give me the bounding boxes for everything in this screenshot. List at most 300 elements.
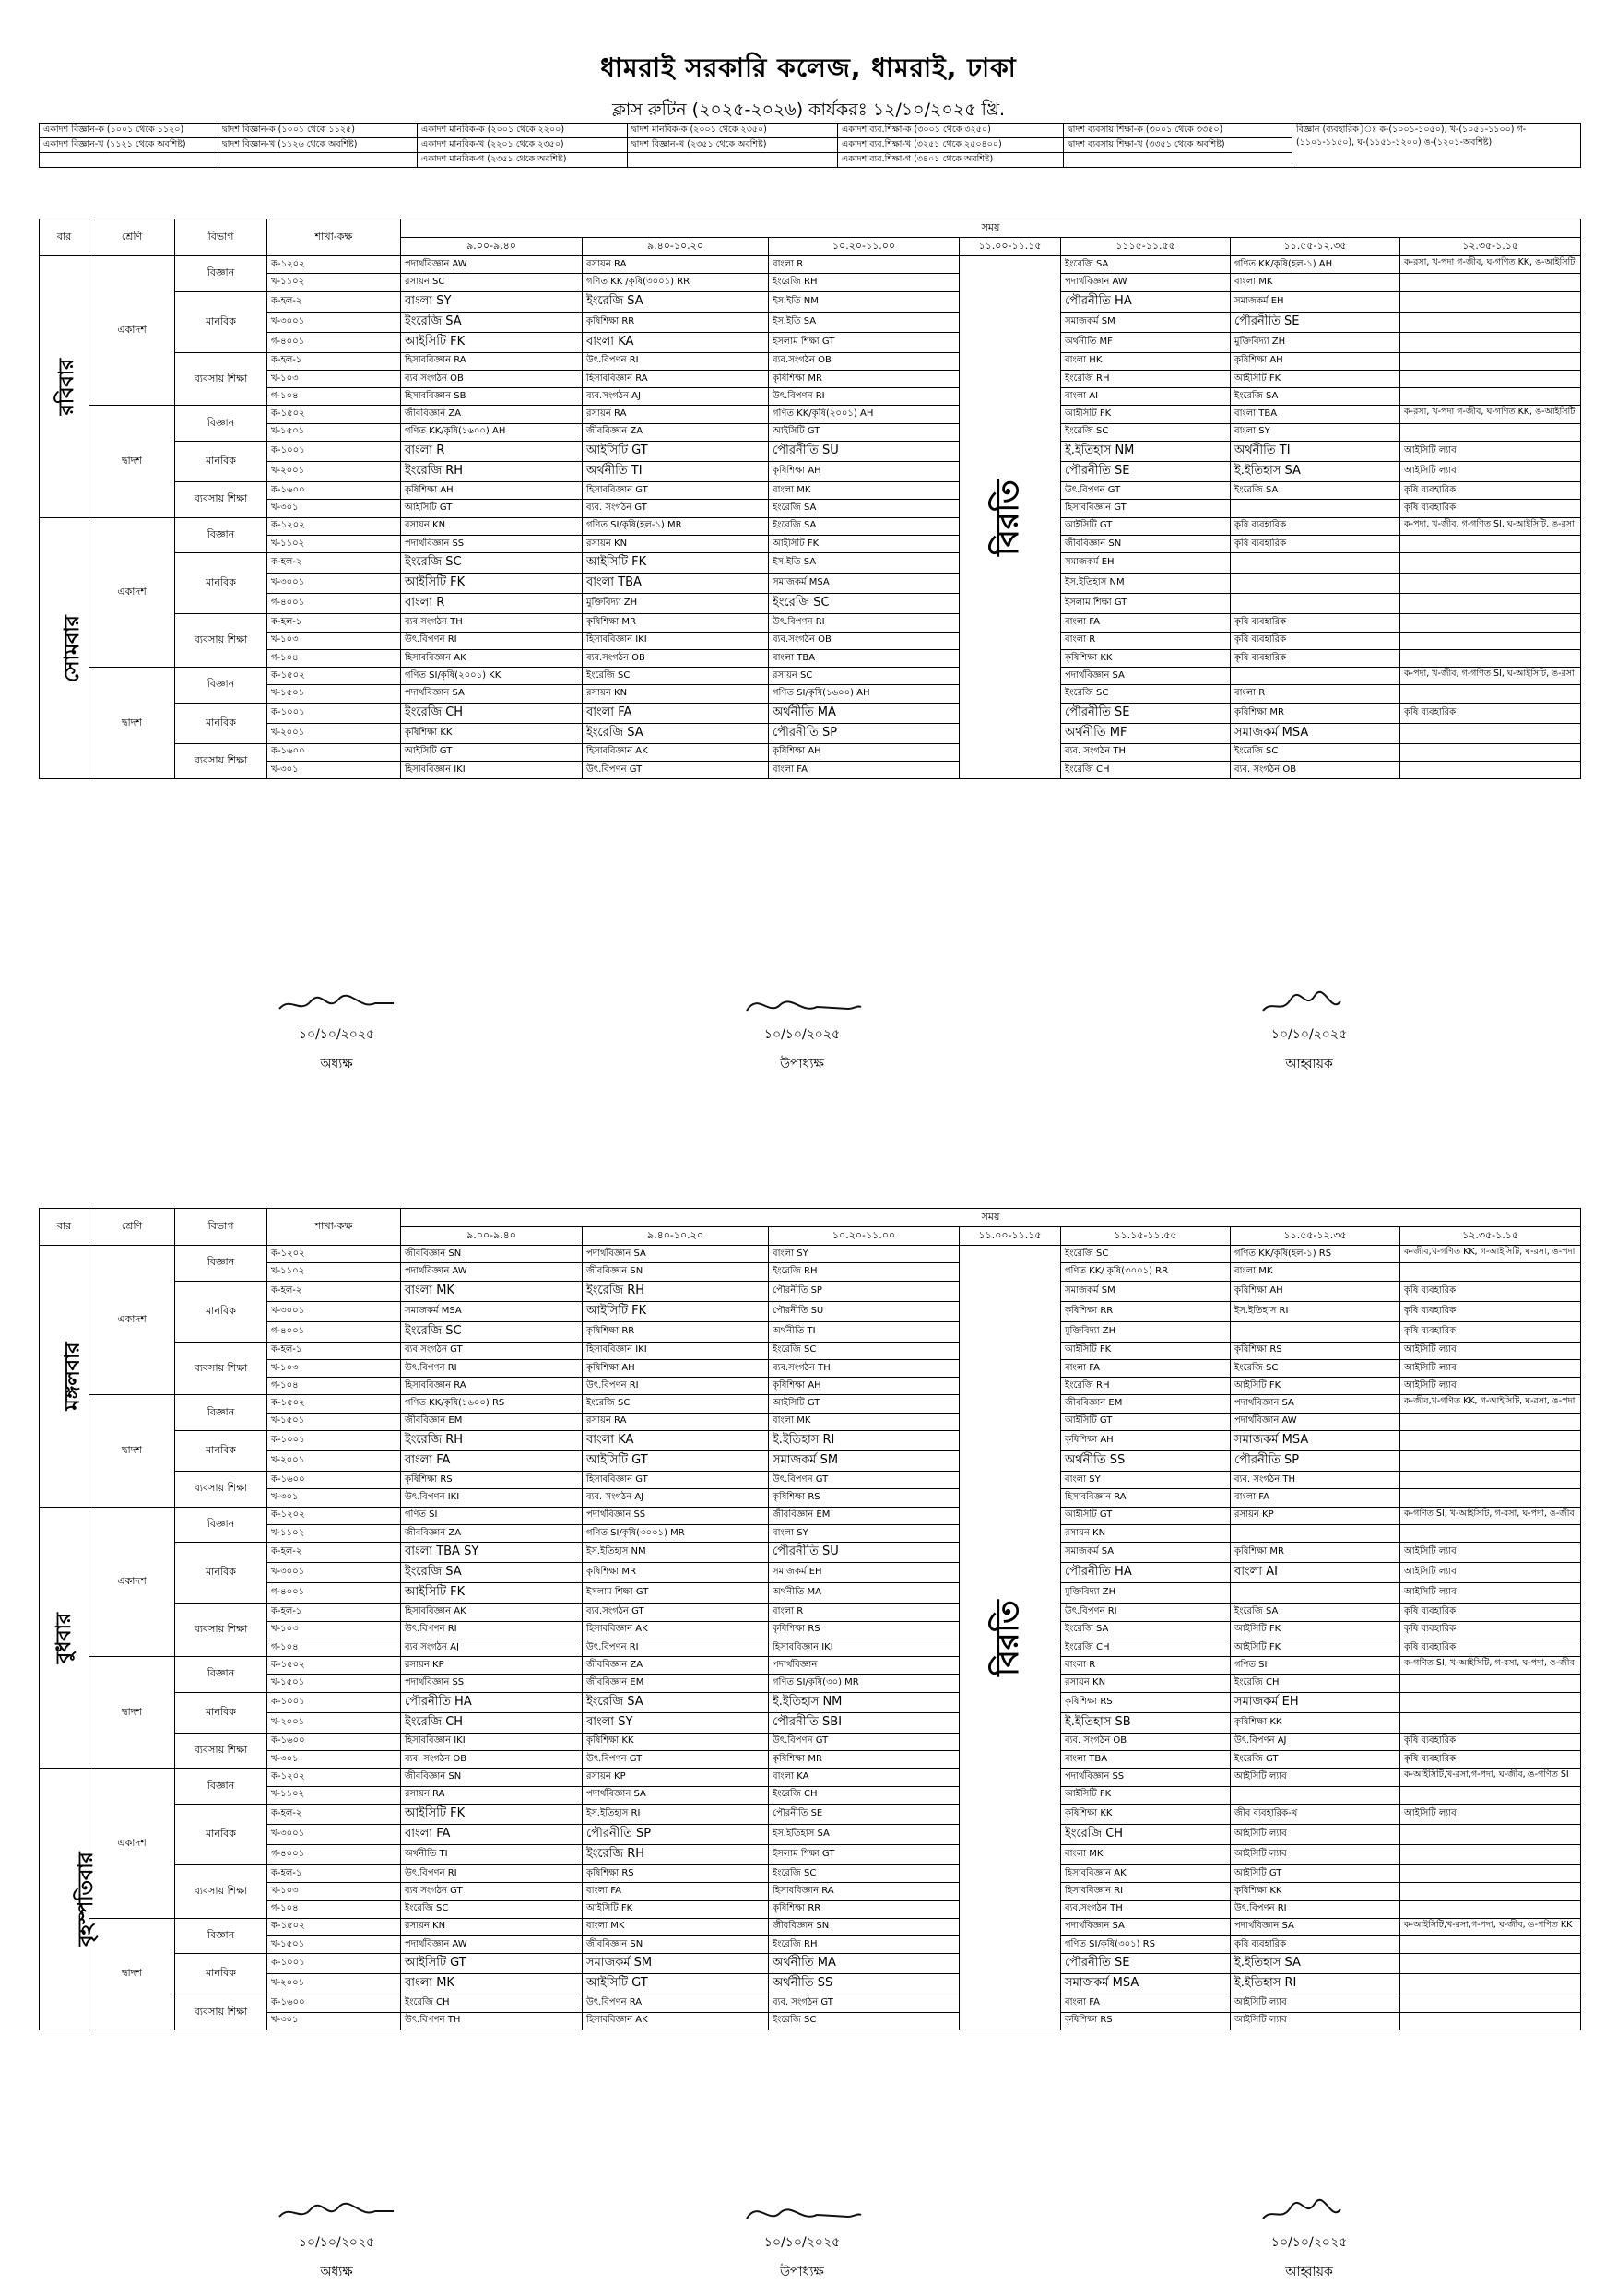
period-cell: আইসিটি GT bbox=[401, 500, 583, 517]
period-cell: বাংলা SY bbox=[401, 291, 583, 312]
routine-row bbox=[40, 1786, 1581, 1804]
period-cell bbox=[1400, 1431, 1581, 1451]
group-cell: বিজ্ঞান bbox=[175, 1395, 267, 1431]
routine-row bbox=[40, 1359, 1581, 1377]
period-cell: হিসাববিজ্ঞান RA bbox=[401, 1378, 583, 1395]
section-roll-cell bbox=[1064, 153, 1292, 168]
period-cell: কৃষিশিক্ষা RS bbox=[769, 1621, 960, 1639]
period-cell bbox=[1231, 1524, 1400, 1542]
routine-subtitle: ক্লাস রুটিন (২০২৫-২০২৬) কার্যকরঃ ১২/১০/২০২৫ খ্রি. bbox=[611, 100, 1006, 120]
routine-row bbox=[40, 1507, 1581, 1524]
section-cell: ক-১০০১ bbox=[267, 1692, 401, 1712]
section-cell: খ-২০০১ bbox=[267, 1974, 401, 1994]
period-cell bbox=[1400, 1974, 1581, 1994]
period-cell: রসায়ন KN bbox=[1061, 1675, 1231, 1692]
period-cell: আইসিটি GT bbox=[1231, 1864, 1400, 1882]
period-cell bbox=[1400, 632, 1581, 649]
period-cell: কৃষিশিক্ষা RR bbox=[583, 312, 769, 332]
period-cell: অর্থনীতি SS bbox=[1061, 1451, 1231, 1472]
class-cell: একাদশ bbox=[89, 256, 175, 406]
group-cell: বিজ্ঞান bbox=[175, 1918, 267, 1954]
period-cell: ইস.ইতি NM bbox=[769, 291, 960, 312]
day-name-cell bbox=[40, 1769, 98, 2030]
day-name: বুধবার bbox=[53, 1612, 77, 1663]
period-cell: পৌরনীতি SE bbox=[1061, 703, 1231, 723]
period-cell: গণিত KK/কৃষি(হল-১) RS bbox=[1231, 1246, 1400, 1263]
period-cell: বাংলা SY bbox=[583, 1712, 769, 1733]
period-cell: জীববিজ্ঞান SN bbox=[583, 1263, 769, 1281]
period-cell: সমাজকর্ম SM bbox=[1061, 1281, 1231, 1301]
period-cell bbox=[1400, 1472, 1581, 1489]
routine-row bbox=[40, 423, 1581, 441]
period-cell: ইংরেজি SA bbox=[1231, 482, 1400, 500]
section-roll-cell: দ্বাদশ বিজ্ঞান-ক (১০০১ থেকে ১১২৫) bbox=[218, 124, 418, 138]
period-cell bbox=[1400, 1994, 1581, 2012]
period-cell: গণিত KK /কৃষি(৩০০১) RR bbox=[583, 274, 769, 291]
group-cell: বিজ্ঞান bbox=[175, 1507, 267, 1543]
period-cell bbox=[1231, 594, 1400, 614]
period-cell: ব্যব. সংগঠন OB bbox=[1231, 762, 1400, 779]
period-cell: বাংলা FA bbox=[769, 762, 960, 779]
routine-table-page-1 bbox=[39, 219, 1581, 779]
section-cell: ক-১০০১ bbox=[267, 1431, 401, 1451]
section-cell: ক-১৫০২ bbox=[267, 1395, 401, 1413]
day-header: বার bbox=[40, 1209, 89, 1246]
period-cell: পদার্থবিজ্ঞান SS bbox=[401, 535, 583, 552]
time-slot-7: ১২.৩৫-১.১৫ bbox=[1400, 238, 1581, 256]
group-cell: ব্যবসায় শিক্ষা bbox=[175, 1342, 267, 1395]
signature-principal bbox=[235, 987, 438, 1075]
section-cell: খ-১০৩ bbox=[267, 370, 401, 387]
routine-row bbox=[40, 2012, 1581, 2030]
section-cell: খ-৩০০১ bbox=[267, 574, 401, 594]
signature-convener bbox=[1208, 987, 1410, 1075]
period-cell bbox=[1400, 1451, 1581, 1472]
section-roll-cell: একাদশ ব্যব.শিক্ষা-ক (৩০০১ থেকে ৩২৫০) bbox=[838, 124, 1064, 138]
period-cell: ক-পদা, খ-জীব, গ-গণিত SI, ঘ-আইসিটি, ঙ-রসা bbox=[1400, 517, 1581, 535]
period-cell: কৃষিশিক্ষা RS bbox=[769, 1489, 960, 1507]
period-cell: কৃষিশিক্ষা RR bbox=[1061, 1301, 1231, 1321]
routine-row bbox=[40, 1263, 1581, 1281]
period-cell: কৃষিশিক্ষা AH bbox=[1231, 1281, 1400, 1301]
period-cell bbox=[1400, 423, 1581, 441]
section-roll-cell: দ্বাদশ বিজ্ঞান-খ (১১২৬ থেকে অবশিষ্ট) bbox=[218, 138, 418, 153]
period-cell: পদার্থবিজ্ঞান SA bbox=[1231, 1918, 1400, 1935]
period-cell bbox=[1400, 535, 1581, 552]
period-cell: পদার্থবিজ্ঞান SA bbox=[583, 1246, 769, 1263]
period-cell: কৃষিশিক্ষা AH bbox=[583, 1359, 769, 1377]
period-cell: ইংরেজি SC bbox=[401, 1900, 583, 1918]
period-cell: ব্যব. সংগঠন OB bbox=[401, 1751, 583, 1769]
day-name: সোমবার bbox=[60, 614, 84, 682]
period-cell bbox=[1400, 743, 1581, 761]
period-cell: কৃষিশিক্ষা MR bbox=[1231, 1543, 1400, 1563]
time-slot-4: ১১.০০-১১.১৫ bbox=[960, 238, 1061, 256]
group-cell: মানবিক bbox=[175, 291, 267, 352]
signature-principal bbox=[235, 2195, 438, 2283]
period-cell: ই.ইতিহাস RI bbox=[1231, 1974, 1400, 1994]
period-cell: মুক্তিবিদ্যা ZH bbox=[1231, 332, 1400, 352]
period-cell: ই.ইতিহাস SA bbox=[1231, 1954, 1400, 1974]
section-roll-cell: একাদশ মানবিক-ক (২০০১ থেকে ২২০০) bbox=[418, 124, 628, 138]
period-cell: উৎ.বিপণন GT bbox=[1061, 482, 1231, 500]
period-cell: সমাজকর্ম SA bbox=[1061, 1543, 1231, 1563]
period-cell: বাংলা MK bbox=[1231, 274, 1400, 291]
period-cell: পদার্থবিজ্ঞান SA bbox=[401, 685, 583, 703]
period-cell: গণিত SI/কৃষি(২০০১) KK bbox=[401, 668, 583, 685]
day-name: রবিবার bbox=[55, 358, 79, 416]
section-cell: গ-১০৪ bbox=[267, 1639, 401, 1656]
group-cell: মানবিক bbox=[175, 1692, 267, 1733]
signature-title: আহ্বায়ক bbox=[1285, 2265, 1333, 2279]
period-cell: ইংরেজি SC bbox=[1231, 1359, 1400, 1377]
routine-row bbox=[40, 1395, 1581, 1413]
signature-title: উপাধ্যক্ষ bbox=[780, 2265, 824, 2279]
period-cell: কৃষি ব্যবহারিক bbox=[1400, 482, 1581, 500]
period-cell: রসায়ন SC bbox=[401, 274, 583, 291]
period-cell: উৎ.বিপণন RI bbox=[583, 1378, 769, 1395]
period-cell bbox=[1400, 723, 1581, 743]
period-cell: অর্থনীতি SS bbox=[769, 1974, 960, 1994]
period-cell: জীববিজ্ঞান ZA bbox=[583, 423, 769, 441]
routine-row bbox=[40, 553, 1581, 574]
period-cell: আইসিটি FK bbox=[1231, 370, 1400, 387]
period-cell: আইসিটি GT bbox=[1061, 1413, 1231, 1430]
period-cell: পৌরনীতি HA bbox=[1061, 1563, 1231, 1583]
routine-row bbox=[40, 649, 1581, 667]
section-cell: ক-১৬০০ bbox=[267, 743, 401, 761]
routine-row bbox=[40, 1883, 1581, 1900]
signature-vice-principal bbox=[701, 2195, 903, 2283]
period-cell: গণিত SI/কৃষি(৩০০১) MR bbox=[583, 1524, 769, 1542]
period-cell: ইংরেজি RH bbox=[769, 274, 960, 291]
signature-block-page-2 bbox=[0, 2195, 1617, 2287]
section-roll-cell: একাদশ ব্যব.শিক্ষা-গ (৩৪০১ থেকে অবশিষ্ট) bbox=[838, 153, 1064, 168]
period-cell: কৃষিশিক্ষা MR bbox=[1231, 703, 1400, 723]
period-cell: গণিত KK/ কৃষি(৩০০১) RR bbox=[1061, 1263, 1231, 1281]
section-roll-cell: একাদশ মানবিক-গ (২৩৫১ থেকে অবশিষ্ট) bbox=[418, 153, 628, 168]
period-cell: ইংরেজি SA bbox=[1231, 388, 1400, 406]
section-cell: খ-৩০১ bbox=[267, 1751, 401, 1769]
period-cell bbox=[1400, 312, 1581, 332]
period-cell: উৎ.বিপণন RI bbox=[583, 352, 769, 370]
period-cell: গণিত KK/কৃষি(২০০১) AH bbox=[769, 406, 960, 423]
period-cell: আইসিটি ল্যাব bbox=[1231, 2012, 1400, 2030]
period-cell: হিসাববিজ্ঞান RI bbox=[1061, 1883, 1231, 1900]
period-cell: কৃষি ব্যবহারিক bbox=[1231, 535, 1400, 552]
class-cell: দ্বাদশ bbox=[89, 1918, 175, 2030]
routine-row bbox=[40, 352, 1581, 370]
period-cell: আইসিটি FK bbox=[1231, 1378, 1400, 1395]
period-cell: বাংলা MK bbox=[1231, 1263, 1400, 1281]
period-cell: কৃষিশিক্ষা MR bbox=[769, 370, 960, 387]
period-cell: কৃষিশিক্ষা RR bbox=[583, 1321, 769, 1342]
period-cell: কৃষি ব্যবহারিক bbox=[1231, 632, 1400, 649]
period-cell: রসায়ন RA bbox=[583, 406, 769, 423]
period-cell bbox=[1400, 574, 1581, 594]
time-slot-1: ৯.০০-৯.৪০ bbox=[401, 238, 583, 256]
period-cell: ই.ইতিহাস SA bbox=[1231, 462, 1400, 482]
period-cell: বাংলা MK bbox=[401, 1281, 583, 1301]
period-cell: হিসাববিজ্ঞান AK bbox=[1061, 1864, 1231, 1882]
routine-row bbox=[40, 723, 1581, 743]
period-cell: পদার্থবিজ্ঞান AW bbox=[401, 256, 583, 274]
period-cell: ক-পদা, খ-জীব, গ-গণিত SI, ঘ-আইসিটি, ঙ-রসা bbox=[1400, 668, 1581, 685]
period-cell: ই.ইতিহাস SB bbox=[1061, 1712, 1231, 1733]
period-cell: পৌরনীতি SP bbox=[769, 1281, 960, 1301]
period-cell bbox=[1231, 574, 1400, 594]
period-cell: পৌরনীতি HA bbox=[401, 1692, 583, 1712]
routine-row bbox=[40, 1769, 1581, 1786]
section-cell: ক-১০০১ bbox=[267, 703, 401, 723]
period-cell: আইসিটি GT bbox=[769, 423, 960, 441]
day-header: বার bbox=[40, 219, 89, 256]
section-cell: খ-১০৩ bbox=[267, 1621, 401, 1639]
signature-date: ১০/১০/২০২৫ bbox=[1270, 2235, 1348, 2250]
period-cell: আইসিটি FK bbox=[1061, 1786, 1231, 1804]
class-cell: একাদশ bbox=[89, 1507, 175, 1656]
period-cell: ইংরেজি SC bbox=[769, 2012, 960, 2030]
period-cell: অর্থনীতি TI bbox=[1231, 442, 1400, 462]
period-cell: ক-আইসিটি,খ-রসা,গ-পদা, ঘ-জীব, ঙ-গণিত KK bbox=[1400, 1918, 1581, 1935]
section-cell: ক-১৫০২ bbox=[267, 1918, 401, 1935]
group-cell: মানবিক bbox=[175, 553, 267, 614]
period-cell bbox=[1400, 388, 1581, 406]
period-cell: ইংরেজি SA bbox=[583, 1692, 769, 1712]
routine-row bbox=[40, 442, 1581, 462]
period-cell bbox=[1400, 649, 1581, 667]
period-cell: বাংলা MK bbox=[401, 1974, 583, 1994]
time-slot-2: ৯.৪০-১০.২০ bbox=[583, 238, 769, 256]
period-cell bbox=[1400, 685, 1581, 703]
routine-row bbox=[40, 1604, 1581, 1621]
group-cell: মানবিক bbox=[175, 1431, 267, 1472]
period-cell: উৎ.বিপণন GT bbox=[769, 1472, 960, 1489]
routine-row bbox=[40, 1733, 1581, 1750]
period-cell: কৃষি ব্যবহারিক bbox=[1400, 703, 1581, 723]
routine-row bbox=[40, 1900, 1581, 1918]
signature-image bbox=[738, 987, 867, 1020]
period-cell: রসায়ন KP bbox=[401, 1657, 583, 1675]
period-cell: ইংরেজি SC bbox=[583, 1395, 769, 1413]
period-cell: জীববিজ্ঞান EM bbox=[769, 1507, 960, 1524]
routine-row bbox=[40, 1342, 1581, 1359]
signature-vice-principal bbox=[701, 987, 903, 1075]
routine-row bbox=[40, 482, 1581, 500]
period-cell: জীববিজ্ঞান ZA bbox=[401, 1524, 583, 1542]
group-cell: বিজ্ঞান bbox=[175, 668, 267, 704]
period-cell: কৃষিশিক্ষা KK bbox=[401, 723, 583, 743]
period-cell: পদার্থবিজ্ঞান SA bbox=[1061, 1918, 1231, 1935]
group-cell: মানবিক bbox=[175, 1281, 267, 1342]
section-cell: খ-২০০১ bbox=[267, 1451, 401, 1472]
section-cell: ক-১৬০০ bbox=[267, 1994, 401, 2012]
period-cell: উৎ.বিপণন RI bbox=[401, 1359, 583, 1377]
period-cell: বাংলা MK bbox=[769, 1413, 960, 1430]
section-cell: ক-১৫০২ bbox=[267, 1657, 401, 1675]
period-cell: উৎ.বিপণন RA bbox=[583, 1994, 769, 2012]
period-cell: আইসিটি FK bbox=[1061, 406, 1231, 423]
college-title: ধামরাই সরকারি কলেজ, ধামরাই, ঢাকা bbox=[600, 53, 1017, 83]
period-cell: ব্যব.সংগঠন OB bbox=[401, 370, 583, 387]
period-cell bbox=[1231, 668, 1400, 685]
group-cell: মানবিক bbox=[175, 1954, 267, 1994]
period-cell: আইসিটি FK bbox=[401, 574, 583, 594]
period-cell: গণিত KK/কৃষি(১৬০০) AH bbox=[401, 423, 583, 441]
period-cell: ইংরেজি CH bbox=[401, 1712, 583, 1733]
period-cell: ইস.ইতিহাস NM bbox=[583, 1543, 769, 1563]
section-roll-cell: দ্বাদশ ব্যবসায় শিক্ষা-ক (৩০০১ থেকে ৩৩৫০) bbox=[1064, 124, 1292, 138]
time-slot-6: ১১.৫৫-১২.৩৫ bbox=[1231, 1227, 1400, 1246]
period-cell: ইংরেজি SC bbox=[1061, 685, 1231, 703]
group-cell: ব্যবসায় শিক্ষা bbox=[175, 1472, 267, 1508]
period-cell: কৃষি ব্যবহারিক bbox=[1400, 1604, 1581, 1621]
section-cell: ক-১২০২ bbox=[267, 1769, 401, 1786]
routine-row bbox=[40, 1621, 1581, 1639]
group-cell: বিজ্ঞান bbox=[175, 406, 267, 442]
period-cell: ইংরেজি SC bbox=[583, 668, 769, 685]
period-cell: ব্যব.সংগঠন TH bbox=[1061, 1900, 1231, 1918]
period-cell bbox=[1400, 370, 1581, 387]
section-cell: ক-হল-১ bbox=[267, 1342, 401, 1359]
period-cell: রসায়ন KN bbox=[1061, 1524, 1231, 1542]
period-cell: ইংরেজি CH bbox=[1061, 762, 1231, 779]
period-cell: সমাজকর্ম SM bbox=[1061, 312, 1231, 332]
section-cell: ক-১৫০২ bbox=[267, 668, 401, 685]
routine-row bbox=[40, 500, 1581, 517]
period-cell: ইস.ইতিহাস SA bbox=[769, 1824, 960, 1844]
period-cell: হিসাববিজ্ঞান IKI bbox=[583, 632, 769, 649]
period-cell: ই.ইতিহাস NM bbox=[1061, 442, 1231, 462]
period-cell: উৎ.বিপণন RI bbox=[401, 632, 583, 649]
period-cell: ব্যব. সংগঠন AJ bbox=[583, 1489, 769, 1507]
section-roll-cell: দ্বাদশ ব্যবসায় শিক্ষা-খ (৩৩৫১ থেকে অবশিষ্ট) bbox=[1064, 138, 1292, 153]
period-cell: ই.ইতিহাস NM bbox=[769, 1692, 960, 1712]
routine-row bbox=[40, 574, 1581, 594]
period-cell: বাংলা R bbox=[1061, 1657, 1231, 1675]
section-roll-cell: একাদশ মানবিক-খ (২২০১ থেকে ২৩৫০) bbox=[418, 138, 628, 153]
period-cell: ইংরেজি SC bbox=[769, 594, 960, 614]
section-roll-cell: একাদশ বিজ্ঞান-ক (১০০১ থেকে ১১২০) bbox=[40, 124, 218, 138]
class-header: শ্রেণি bbox=[89, 1209, 175, 1246]
period-cell: সমাজকর্ম MSA bbox=[1061, 1974, 1231, 1994]
period-cell: গণিত KK/কৃষি(১৬০০) RS bbox=[401, 1395, 583, 1413]
break-cell bbox=[960, 1246, 1061, 2030]
section-cell: খ-৩০১ bbox=[267, 500, 401, 517]
period-cell: রসায়ন KN bbox=[401, 517, 583, 535]
period-cell: কৃষি ব্যবহারিক bbox=[1400, 1321, 1581, 1342]
period-cell: কৃষিশিক্ষা AH bbox=[1061, 1431, 1231, 1451]
routine-row bbox=[40, 1451, 1581, 1472]
routine-table-page-2 bbox=[39, 1208, 1581, 2030]
period-cell: ক-জীব,খ-গণিত KK, গ-আইসিটি, ঘ-রসা, ঙ-পদা bbox=[1400, 1246, 1581, 1263]
period-cell: হিসাববিজ্ঞান AK bbox=[401, 649, 583, 667]
routine-row bbox=[40, 332, 1581, 352]
period-cell: রসায়ন RA bbox=[583, 256, 769, 274]
routine-row bbox=[40, 388, 1581, 406]
time-slot-5: ১১১৫-১১.৫৫ bbox=[1061, 238, 1231, 256]
period-cell: অর্থনীতি MA bbox=[769, 1954, 960, 1974]
period-cell: কৃষিশিক্ষা RS bbox=[1061, 2012, 1231, 2030]
section-cell: খ-৩০১ bbox=[267, 762, 401, 779]
period-cell bbox=[1400, 1824, 1581, 1844]
period-cell: আইসিটি FK bbox=[583, 553, 769, 574]
period-cell: বাংলা TBA bbox=[769, 649, 960, 667]
period-cell: আইসিটি GT bbox=[769, 1395, 960, 1413]
section-cell: গ-৪০০১ bbox=[267, 1583, 401, 1604]
period-cell: ইংরেজি CH bbox=[1231, 1675, 1400, 1692]
class-cell: দ্বাদশ bbox=[89, 1395, 175, 1507]
period-cell: পদার্থবিজ্ঞান SS bbox=[401, 1675, 583, 1692]
period-cell: আইসিটি ল্যাব bbox=[1231, 1769, 1400, 1786]
section-cell: ক-হল-২ bbox=[267, 1543, 401, 1563]
time-slot-2: ৯.৪০-১০.২০ bbox=[583, 1227, 769, 1246]
period-cell: বাংলা R bbox=[769, 256, 960, 274]
period-cell: হিসাববিজ্ঞান RA bbox=[583, 370, 769, 387]
period-cell: বাংলা TBA bbox=[583, 574, 769, 594]
routine-row bbox=[40, 274, 1581, 291]
day-name-cell bbox=[40, 517, 89, 779]
period-cell: ইংরেজি GT bbox=[1231, 1751, 1400, 1769]
class-cell: দ্বাদশ bbox=[89, 668, 175, 779]
group-cell: মানবিক bbox=[175, 1804, 267, 1864]
period-cell: সমাজকর্ম MSA bbox=[401, 1301, 583, 1321]
section-cell: খ-১৫০১ bbox=[267, 423, 401, 441]
section-cell: ক-১২০২ bbox=[267, 256, 401, 274]
period-cell: বাংলা KA bbox=[583, 1431, 769, 1451]
routine-row bbox=[40, 1918, 1581, 1935]
section-roll-cell bbox=[40, 153, 218, 168]
period-cell: ইসলাম শিক্ষা GT bbox=[769, 332, 960, 352]
period-cell: বাংলা TBA SY bbox=[401, 1543, 583, 1563]
routine-row bbox=[40, 1543, 1581, 1563]
signature-image bbox=[1245, 2195, 1374, 2228]
period-cell: পৌরনীতি SP bbox=[1231, 1451, 1400, 1472]
period-cell: বাংলা R bbox=[401, 594, 583, 614]
period-cell: কৃষিশিক্ষা KK bbox=[1061, 1804, 1231, 1824]
period-cell: হিসাববিজ্ঞান RA bbox=[401, 352, 583, 370]
period-cell bbox=[1400, 1786, 1581, 1804]
period-cell: ক-রসা, খ-পদা গ-জীব, ঘ-গণিত KK, ঙ-আইসিটি bbox=[1400, 256, 1581, 274]
class-header: শ্রেণি bbox=[89, 219, 175, 256]
period-cell: জীববিজ্ঞান SN bbox=[583, 1936, 769, 1954]
group-cell: বিজ্ঞান bbox=[175, 517, 267, 553]
period-cell: বাংলা R bbox=[1061, 632, 1231, 649]
period-cell: গণিত SI/কৃষি(৩০) MR bbox=[769, 1675, 960, 1692]
time-slot-3: ১০.২০-১১.০০ bbox=[769, 1227, 960, 1246]
signature-image bbox=[272, 2195, 401, 2228]
period-cell: সমাজকর্ম EH bbox=[1231, 291, 1400, 312]
section-cell: ক-১২০২ bbox=[267, 517, 401, 535]
section-cell: ক-হল-১ bbox=[267, 1604, 401, 1621]
period-cell: কৃষিশিক্ষা AH bbox=[769, 743, 960, 761]
period-cell: ইংরেজি RH bbox=[583, 1844, 769, 1864]
period-cell: সমাজকর্ম SM bbox=[769, 1451, 960, 1472]
routine-row bbox=[40, 1657, 1581, 1675]
period-cell: হিসাববিজ্ঞান AK bbox=[583, 1621, 769, 1639]
period-cell: আইসিটি GT bbox=[1061, 1507, 1231, 1524]
period-cell bbox=[1400, 1900, 1581, 1918]
period-cell: ব্যব.সংগঠন OB bbox=[769, 632, 960, 649]
period-cell: পৌরনীতি SE bbox=[1061, 462, 1231, 482]
period-cell: আইসিটি ল্যাব bbox=[1400, 1359, 1581, 1377]
period-cell bbox=[1400, 1524, 1581, 1542]
period-cell: কৃষিশিক্ষা KK bbox=[1061, 649, 1231, 667]
period-cell: বাংলা FA bbox=[401, 1451, 583, 1472]
period-cell: হিসাববিজ্ঞান SB bbox=[401, 388, 583, 406]
period-cell: কৃষি ব্যবহারিক bbox=[1400, 1639, 1581, 1656]
signature-image bbox=[1245, 987, 1374, 1020]
